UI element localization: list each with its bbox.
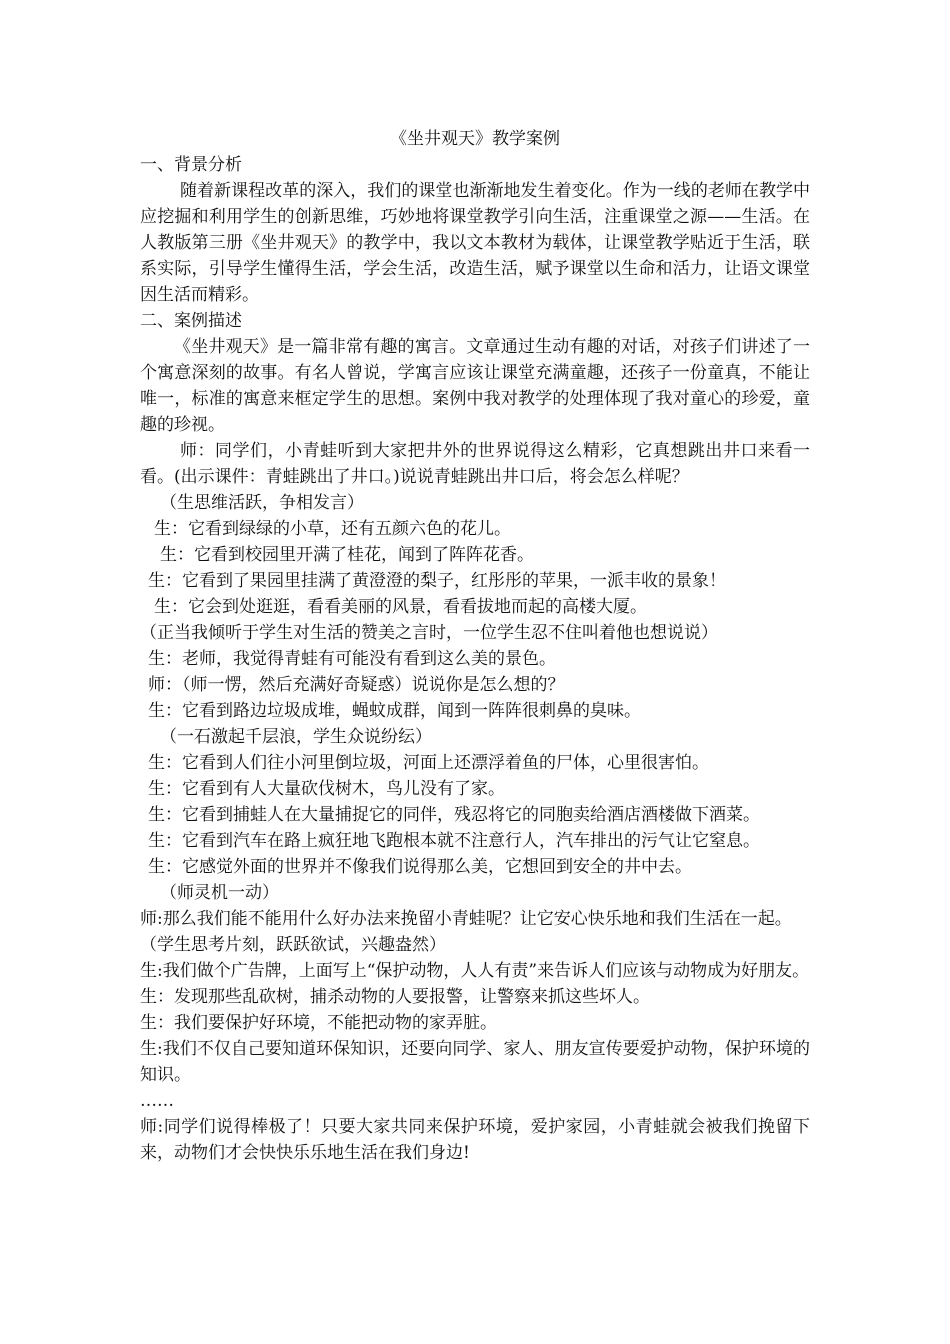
document-body bbox=[140, 126, 810, 1166]
dialogue-line: （生思维活跃，争相发言） bbox=[160, 493, 364, 513]
dialogue-line: （正当我倾听于学生对生活的赞美之言时，一位学生忍不住叫着他也想说说） bbox=[140, 623, 718, 643]
dialogue-line: （学生思考片刻，跃跃欲试，兴趣盎然） bbox=[140, 935, 446, 955]
case-intro-paragraph: 《坐井观天》是一篇非常有趣的寓言。文章通过生动有趣的对话，对孩子们讲述了一个寓意深刻的故事。有名人曾说，学寓言应该让课堂充满童趣，还孩子一份童真，不能让唯一，标准的寓意来框定学生的思想。案例中我对教学的处理体现了我对童心的珍爱，童趣的珍视。 bbox=[140, 337, 810, 435]
dialogue-line: 生：它会到处逛逛，看看美丽的风景，看看拔地而起的高楼大厦。 bbox=[154, 597, 647, 617]
dialogue-line: 生：它看到人们往小河里倒垃圾，河面上还漂浮着鱼的尸体，心里很害怕。 bbox=[148, 753, 709, 773]
dialogue-line: 生：它看到路边垃圾成堆，蝇蚊成群，闻到一阵阵很刺鼻的臭味。 bbox=[148, 701, 641, 721]
ellipsis-line: …… bbox=[140, 1091, 174, 1111]
dialogue-line: 生：发现那些乱砍树，捕杀动物的人要报警，让警察来抓这些坏人。 bbox=[140, 987, 650, 1007]
dialogue-line: 生：它看到有人大量砍伐树木，鸟儿没有了家。 bbox=[148, 779, 505, 799]
section-heading-case: 二、案例描述 bbox=[140, 311, 242, 331]
dialogue-line: （师灵机一动） bbox=[160, 883, 279, 903]
dialogue-line: 生：我们要保护好环境，不能把动物的家弄脏。 bbox=[140, 1013, 497, 1033]
section-heading-background: 一、背景分析 bbox=[140, 155, 242, 175]
dialogue-line: 师：（师一愣，然后充满好奇疑惑）说说你是怎么想的？ bbox=[148, 675, 565, 695]
dialogue-line: 生：老师，我觉得青蛙有可能没有看到这么美的景色。 bbox=[148, 649, 556, 669]
dialogue-line: 师：同学们，小青蛙听到大家把井外的世界说得这么精彩，它真想跳出井口来看一看。(出示课件：青蛙跳出了井口。)说说青蛙跳出井口后，将会怎么样呢？ bbox=[140, 441, 810, 487]
dialogue-line: 师:同学们说得棒极了！只要大家共同来保护环境，爱护家园，小青蛙就会被我们挽留下来，动物们才会快快乐乐地生活在我们身边! bbox=[140, 1117, 810, 1163]
dialogue-line: 生:我们做个广告牌，上面写上“保护动物，人人有责”来告诉人们应该与动物成为好朋友。 bbox=[140, 961, 810, 981]
dialogue-line: 生：它看到绿绿的小草，还有五颜六色的花儿。 bbox=[154, 519, 511, 539]
dialogue-line: 生：它看到校园里开满了桂花，闻到了阵阵花香。 bbox=[160, 545, 534, 565]
dialogue-line: 生：它看到了果园里挂满了黄澄澄的梨子，红彤彤的苹果，一派丰收的景象！ bbox=[148, 571, 726, 591]
document-title: 《坐井观天》教学案例 bbox=[390, 129, 560, 149]
background-paragraph: 随着新课程改革的深入，我们的课堂也渐渐地发生着变化。作为一线的老师在教学中应挖掘和利用学生的创新思维，巧妙地将课堂教学引向生活，注重课堂之源——生活。在人教版第三册《坐井观天》的教学中，我以文本教材为载体，让课堂教学贴近于生活，联系实际，引导学生懂得生活，学会生活，改造生活，赋予课堂以生命和活力，让语文课堂因生活而精彩。 bbox=[140, 181, 810, 305]
dialogue-line: 生:我们不仅自己要知道环保知识，还要向同学、家人、朋友宣传要爱护动物，保护环境的知识。 bbox=[140, 1039, 810, 1085]
dialogue-line: 生：它感觉外面的世界并不像我们说得那么美，它想回到安全的井中去。 bbox=[148, 857, 692, 877]
dialogue-line: 生：它看到汽车在路上疯狂地飞跑根本就不注意行人，汽车排出的污气让它窒息。 bbox=[148, 831, 760, 851]
dialogue-line: （一石激起千层浪，学生众说纷纭） bbox=[160, 727, 432, 747]
dialogue-line: 师:那么我们能不能用什么好办法来挽留小青蛙呢？让它安心快乐地和我们生活在一起。 bbox=[140, 909, 792, 929]
dialogue-line: 生：它看到捕蛙人在大量捕捉它的同伴，残忍将它的同胞卖给酒店酒楼做下酒菜。 bbox=[148, 805, 760, 825]
